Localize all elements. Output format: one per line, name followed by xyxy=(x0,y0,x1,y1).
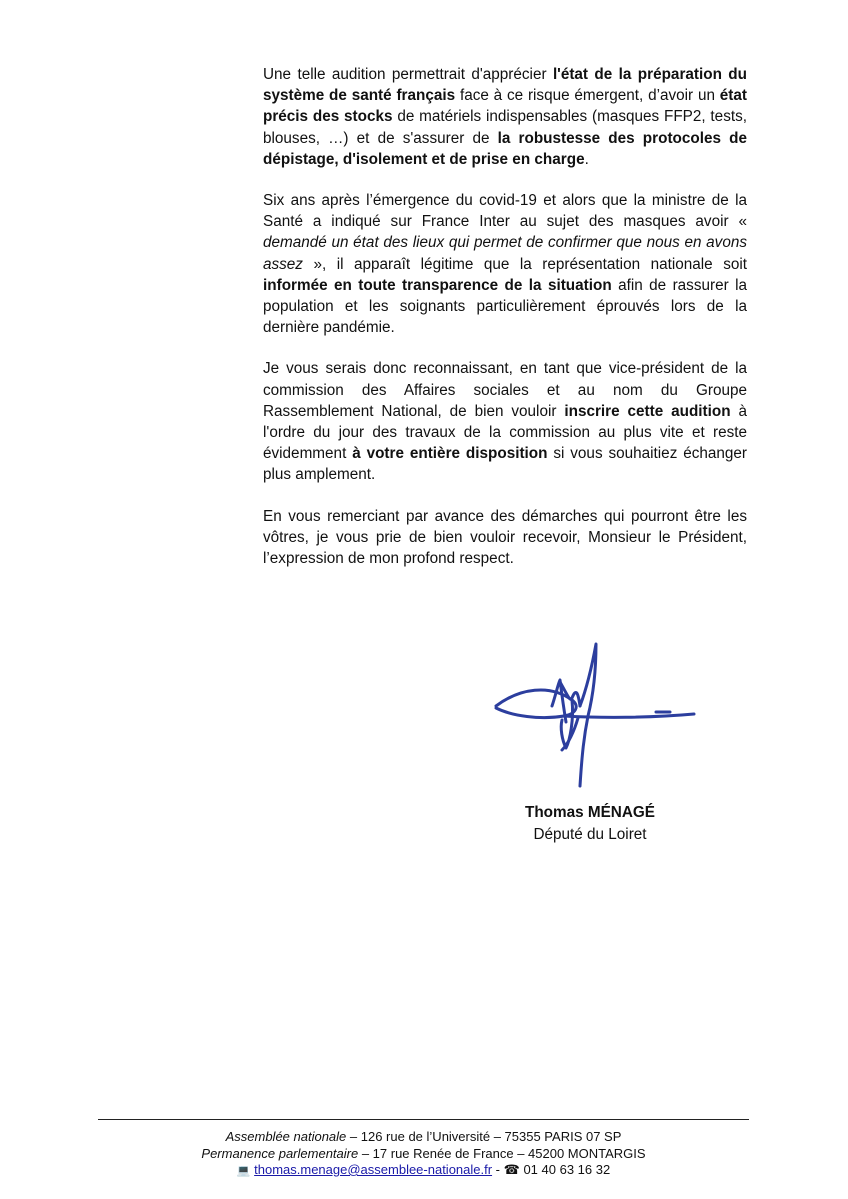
footer-permanence-line xyxy=(98,1146,749,1163)
separator: - xyxy=(492,1162,504,1177)
text-run: de matériels indispensables (masques FFP2, tests, blouses, …) et de s'assurer de xyxy=(263,108,747,147)
footer-address: – 17 rue Renée de France – 45200 MONTARGIS xyxy=(358,1145,646,1161)
footer-label: Permanence parlementaire xyxy=(201,1145,359,1161)
footer-address-line xyxy=(98,1129,749,1146)
phone-number: 01 40 63 16 32 xyxy=(519,1162,611,1177)
bold-run: inscrire cette audition xyxy=(564,402,731,420)
text-run: Six ans après l’émergence du covid-19 et alors que la ministre de la Santé a indiqué sur France Inter au sujet des masques avoir « xyxy=(263,192,747,231)
bold-run: l'état de la préparation du système de santé français xyxy=(263,66,747,105)
text-run: face à ce risque émergent, d’avoir un xyxy=(455,87,720,105)
text-run: à l'ordre du jour des travaux de la commission au plus vite et reste évidemment xyxy=(263,402,747,463)
text-run: . xyxy=(584,150,589,168)
text-run: En vous remerciant par avance des démarches qui pourront être les vôtres, je vous prie de bien vouloir recevoir, Monsieur le Président, l’expression de mon profond respect. xyxy=(263,507,747,568)
footer xyxy=(98,1129,749,1180)
text-run: si vous souhaitiez échanger plus amplement. xyxy=(263,445,748,484)
paragraph-1 xyxy=(263,64,747,170)
text-run: », il apparaît légitime que la représentation nationale soit xyxy=(302,255,747,273)
footer-label: Assemblée nationale xyxy=(225,1129,347,1144)
paragraph-2 xyxy=(263,190,747,338)
bold-run: état précis des stocks xyxy=(263,87,747,126)
footer-divider xyxy=(98,1119,749,1120)
computer-icon: 💻 xyxy=(236,1165,251,1177)
text-run: Une telle audition permettrait d'apprécier xyxy=(263,66,553,83)
signer-name: Thomas MÉNAGÉ xyxy=(524,804,656,821)
signer-title: Député du Loiret xyxy=(533,826,647,843)
bold-run: à votre entière disposition xyxy=(352,445,548,463)
bold-run: informée en toute transparence de la situation xyxy=(263,276,612,294)
handwritten-signature xyxy=(490,636,700,802)
signature-drawing xyxy=(490,636,700,802)
footer-contact-line xyxy=(98,1162,749,1180)
paragraph-4 xyxy=(263,506,747,570)
footer-address: – 126 rue de l’Université – 75355 PARIS 07 SP xyxy=(346,1129,622,1144)
signer-block xyxy=(470,802,710,846)
quote-italic: demandé un état des lieux qui permet de confirmer que nous en avons assez xyxy=(263,234,747,273)
email-link[interactable]: thomas.menage@assemblee-nationale.fr xyxy=(254,1162,493,1177)
text-run: afin de rassurer la population et les soignants particulièrement éprouvés lors de la dernière pandémie. xyxy=(263,276,747,337)
bold-run: la robustesse des protocoles de dépistage, d'isolement et de prise en charge xyxy=(263,129,747,168)
text-run: Je vous serais donc reconnaissant, en tant que vice-président de la commission des Affaires sociales et au nom du Groupe Rassemblement National, de bien vouloir xyxy=(263,360,747,420)
phone-icon: ☎ xyxy=(503,1162,520,1177)
paragraph-3 xyxy=(263,358,747,485)
letter-body xyxy=(263,64,747,589)
